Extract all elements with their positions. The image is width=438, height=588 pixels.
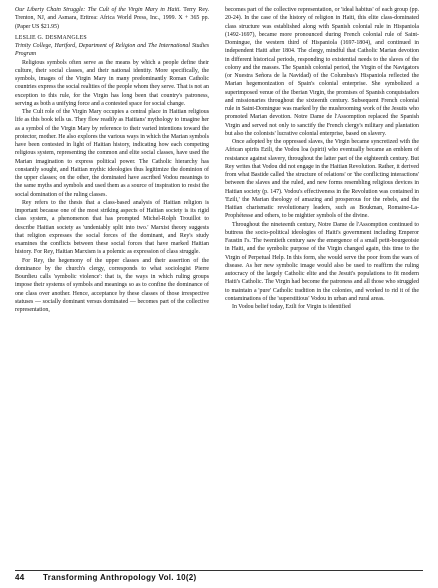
paragraph: Rey refers to the thesis that a class-based analysis of Haitian religion is important because one of the most striking aspects of Haitian society is its rigid class system, a phenomenon that has prompted Michel-Rolph Trouillot to describe Haitian society as 'undeniably split into two.' Marxist theory suggests that religion expresses the social forces of the dominant, and Rey's study examines the conflicts between these social forces that have marked Haitian history. For Rey, Haitian Marxism is a polemic as expression of class struggle. (15, 199, 209, 256)
book-citation (15, 6, 209, 31)
left-column (15, 6, 209, 314)
book-title: Our Liberty Chain Struggle: The Cult of the Virgin Mary in Haiti. (15, 7, 181, 13)
right-column (225, 6, 419, 311)
page-footer (15, 570, 423, 582)
paragraph: becomes part of the collective representation, or 'ideal habitus' of each group (pp. 20-24). In the case of the history of religion in Haiti, this elite class-dominated class structure was established along with Spanish colonial rule in Hispaniola (1492-1697), became more pronounced during French colonial rule of Saint-Domingue, the western third of Hispaniola (1697-1804), and continued in independent Haiti after 1804. The clergy, mindful that Catholic Marian devotion in different historical periods, responding to existential needs to the slaves of the colony and the masses. The Spanish colonial period, the Virgin of the Navigators (or Nuestra Señora de la Navidad) of the Columbus's Hispaniola reflected the Marian hegemonization of Spain's colonial enterprise. She symbolized a superimposed venue of the Iberian Virgin, the promises of Spanish conquistadors and missionaries throughout the sixteenth century. Subsequent French colonial rule in Saint-Domingue was marked by the mushrooming work of the Jesuits who promoted Marian devotion. Notre Dame de l'Assomption replaced the Spanish Virgin and served not only to sanctify the French clergy's military and plantation but also the colonists' lucrative colonial enterprise, based on slavery. (225, 7, 419, 137)
paragraph: For Rey, the hegemony of the upper classes and their assertion of the dominance by the church's clergy, corresponds to what sociologist Pierre Bourdieu calls 'symbolic violence': that is, the ways in which ruling groups impose their systems of symbols and meanings so as to confine the dominance of one class over another. Hence, acceptance by these classes of those irrespective statuses — socially dominant versus dominated — becomes part of the collective representation, (15, 257, 209, 313)
paragraph: Religious symbols often serve as the means by which a people define their culture, their social classes, and their national identity. More specifically, the symbols, images of the Virgin Mary in many predominantly Roman Catholic countries express the social realities of the people whom they serve. That is not an exception to this rule, for the Virgin has long been that country's patroness, serving as both a unifying force and a contested space for social change. (15, 59, 209, 107)
reviewer-name: LESLIE G. DESMANGLES (15, 34, 87, 41)
page-number: 44 (15, 573, 25, 582)
paragraph: Throughout the nineteenth century, Notre Dame de l'Assomption continued to buttress the socio-political ideologies of Haiti's government including Emperor Faustin I's. The twentieth century saw the emergence of a small petit-bourgeoisie in Haiti, and the symbolic purpose of the Virgin changed again, this time to the Virgin of Perpetual Help. In this form, she would serve the poor from the wars of disease. As her new symbolic image would also be used to reaffirm the ruling autocracy of the largely Catholic elite and the Jesuit's populations to fit modern Haiti's Catholic. The Virgin had become the patroness and all those who struggled to maintain a 'pure' Catholic tradition in the colonies, and worked to rid it of the contaminations of the 'superstitious' Vodou in urban and rural areas. (225, 221, 419, 302)
book-details: Terry Rey. Trenton, NJ, and Asmara, Eritrea: Africa World Press, Inc., 1999. X + 365 pp. (Paper US $21.95) (15, 7, 209, 30)
journal-title: Transforming Anthropology Vol. 10(2) (43, 573, 197, 582)
paragraph: In Vodou belief today, Ezili for Virgin is identified (232, 304, 351, 310)
paragraph: Once adopted by the oppressed slaves, the Virgin became syncretized with the African spirits Ezili, the Vodou loa (spirit) who eventually became an emblem of resistance against slavery, throughout the latter part of the eighteenth century. But Rey writes that Vodou did not engage in the Haitian Revolution. Rather, it derived from what Bastide called 'the structure of relations' or 'the conflicting interactions' between the slaves and the ruled, and new forms resembling religious devices in Haitian society (p. 147). Vodou's effectiveness in the Revolution was contained in 'Ezili,' the Marian theology of amazing and prosperous for the rebels, and the Haitian charismatic revolutionary leaders, such as Boukman, Romaine-La-Prophétesse and others, to be mightier symbols of the divine. (225, 139, 419, 220)
reviewer-affiliation: Trinity College, Hartford, Department of Religion and The International Studies Program (15, 43, 209, 58)
paragraph: The Cult role of the Virgin Mary occupies a central place in Haitian religious life as this book tells us. They flow readily as Haitians' mythology to imagine her as a symbol of the Virgin Mary by reference to their varied intentions toward the protector, mother. He also explores the various ways in which the Marian symbols have been contested in light of Haitian history, indicating how each competing religious system, representing the common and elite social classes, have used the Marian imagination to express political power. The Catholic hierarchy has constantly sought, and Haitian mythic ideologies thus legitimize the dominion of the upper classes; on the other, the dominated have ascribed Vodou meanings to the same myths and symbols and used them as a source of inspiration to resist the social domination of the ruling classes. (15, 109, 209, 198)
